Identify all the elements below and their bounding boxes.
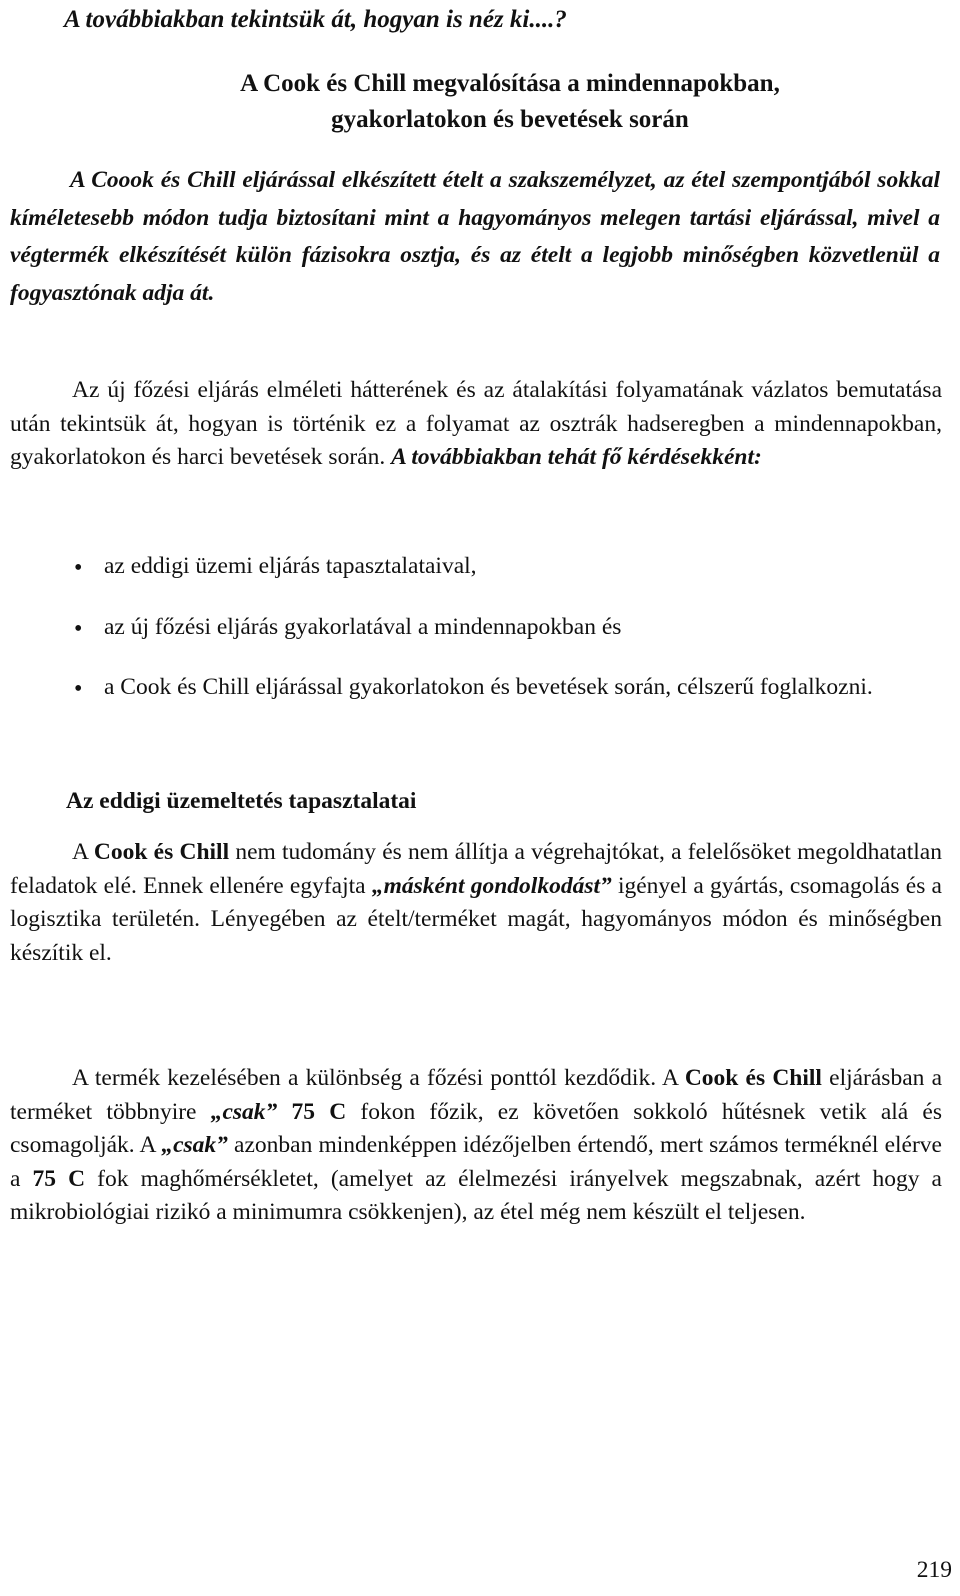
section-heading: Az eddigi üzemeltetés tapasztalatai	[66, 788, 417, 814]
paragraph-3-text-3	[277, 1099, 291, 1125]
page-number: 219	[916, 1557, 952, 1583]
paragraph-3-emphasis-2: „csak”	[161, 1132, 228, 1158]
paragraph-2-text-2: nem tudomány és nem állítja a végrehajtókat, a felelősöket megoldhatatlan feladatok elé. Ennek ellenére egyfajta	[10, 839, 942, 899]
paragraph-2-text-3: igényel a gyártás, csomagolás és a logisztika területén. Lényegében az ételt/terméket magát, hagyományos módon és minőségben készítik el.	[10, 872, 942, 966]
list-item-text: a Cook és Chill eljárással gyakorlatokon és bevetések során, célszerű foglalkozni.	[104, 674, 873, 700]
paragraph-3-emphasis-1: „csak”	[210, 1098, 278, 1125]
paragraph-2-emphasis: „másként gondolkodást”	[371, 872, 612, 899]
paragraph-3-bold-2: 75 C	[291, 1098, 347, 1125]
paragraph-3-text-2: eljárásban a terméket többnyire	[10, 1065, 943, 1125]
paragraph-1-emphasis: A továbbiakban tehát fő kérdésekként:	[391, 444, 762, 470]
list-item	[70, 611, 946, 645]
bullet-icon: •	[74, 615, 83, 642]
paragraph-3-text-6: fok maghőmérsékletet, (amelyet az élelmezési irányelvek megszabnak, azért hogy a mikrobiológiai rizikó a minimumra csökkenjen), az étel még nem készült el teljesen.	[10, 1165, 942, 1225]
paragraph-1	[10, 374, 942, 475]
list-item	[70, 671, 946, 705]
list-item-text: az új főzési eljárás gyakorlatával a mindennapokban és	[104, 613, 622, 640]
paragraph-2	[10, 836, 942, 970]
paragraph-1-text: Az új főzési eljárás elméleti hátterének és az átalakítási folyamatának vázlatos bemutatása után tekintsük át, hogyan is történik ez a folyamat az osztrák hadseregben a mindennapokban, gyakorlatokon és harci bevetések során.	[10, 377, 942, 470]
bullet-list	[70, 550, 946, 732]
paragraph-3-text-5: azonban mindenképpen idézőjelben értendő, mert számos terméknél elérve a	[10, 1132, 942, 1192]
list-item	[70, 550, 946, 584]
bullet-icon: •	[74, 676, 83, 702]
intro-heading: A továbbiakban tekintsük át, hogyan is néz ki....?	[64, 6, 567, 33]
page-title	[0, 66, 960, 138]
title-line-2: gyakorlatokon és bevetések során	[331, 106, 689, 133]
lead-paragraph: A Coook és Chill eljárással elkészített ételt a szakszemélyzet, az étel szempontjából sokkal kíméletesebb módon tudja biztosítani mint a hagyományos melegen tartási eljárással, mivel a végtermék elkészítését külön fázisokra osztja, és az ételt a legjobb minőségben közvetlenül a fogyasztónak adja át.	[10, 167, 940, 306]
list-item-text: az eddigi üzemi eljárás tapasztalataival,	[104, 553, 477, 579]
paragraph-3-text-1: A termék kezelésében a különbség a főzési ponttól kezdődik. A	[72, 1065, 685, 1091]
paragraph-3-bold-3: 75 C	[32, 1165, 86, 1192]
paragraph-3-bold-1: Cook és Chill	[684, 1065, 822, 1091]
paragraph-3	[10, 1062, 942, 1230]
title-line-1: A Cook és Chill megvalósítása a mindennapokban,	[240, 70, 780, 97]
paragraph-3-text-4: fokon főzik, ez követően sokkoló hűtésnek vetik alá és csomagolják. A	[10, 1098, 942, 1158]
bullet-icon: •	[74, 555, 83, 581]
paragraph-2-text-1: A	[72, 839, 94, 865]
paragraph-2-bold-1: Cook és Chill	[93, 839, 230, 865]
